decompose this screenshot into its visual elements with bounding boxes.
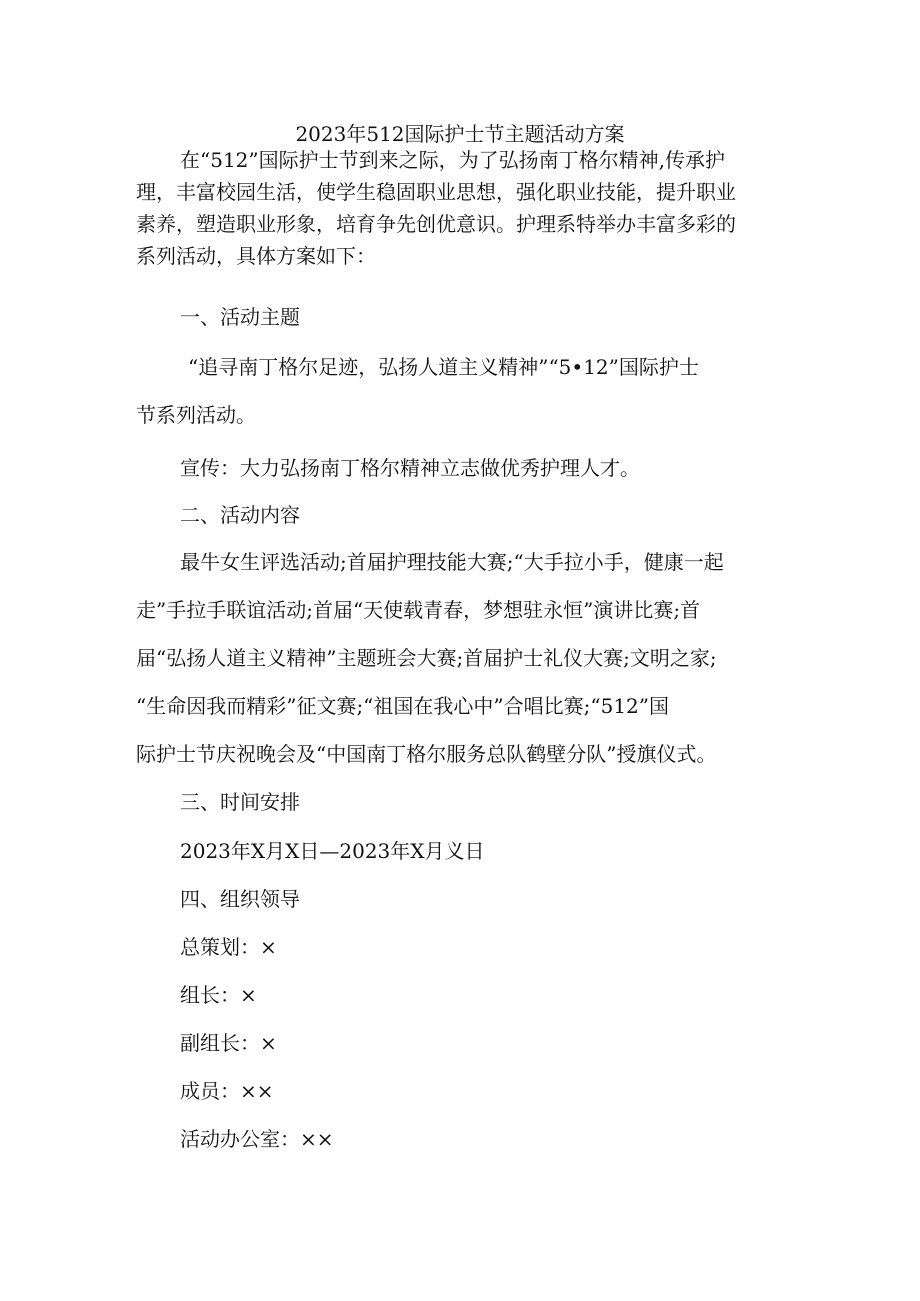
leader-item: 成员：×× <box>180 1079 274 1103</box>
intro-line: 在“512”国际护士节到来之际，为了弘扬南丁格尔精神,传承护 <box>180 148 725 172</box>
content-line: 届“弘扬人道主义精神”主题班会大赛;首届护士礼仪大赛;文明之家; <box>136 646 717 670</box>
leader-item: 组长：× <box>180 983 257 1007</box>
section-heading-theme: 一、活动主题 <box>180 305 300 329</box>
leader-item: 总策划：× <box>180 935 277 959</box>
schedule-text: 2023年X月X日—2023年X月义日 <box>180 839 485 863</box>
content-line: 走”手拉手联谊活动;首届“天使载青春，梦想驻永恒”演讲比赛;首 <box>136 598 701 622</box>
leader-item: 活动办公室：×× <box>180 1127 334 1151</box>
theme-line: 节系列活动。 <box>136 403 256 427</box>
content-line: 际护士节庆祝晚会及“中国南丁格尔服务总队鹤壁分队”授旗仪式。 <box>136 742 717 766</box>
theme-paragraph <box>136 343 796 439</box>
theme-line: “追寻南丁格尔足迹，弘扬人道主义精神”“5•12”国际护士 <box>188 355 699 379</box>
intro-line: 素养，塑造职业形象，培育争先创优意识。护理系特举办丰富多彩的 <box>136 212 736 236</box>
intro-line: 系列活动，具体方案如下： <box>136 244 376 268</box>
slogan-text: 宣传：大力弘扬南丁格尔精神立志做优秀护理人才。 <box>180 456 640 480</box>
content-line: 最牛女生评选活动;首届护理技能大赛;“大手拉小手，健康一起 <box>180 550 724 574</box>
content-paragraph <box>136 538 796 778</box>
section-heading-content: 二、活动内容 <box>180 503 300 527</box>
section-heading-leadership: 四、组织领导 <box>180 887 300 911</box>
content-line: “生命因我而精彩”征文赛;“祖国在我心中”合唱比赛;“512”国 <box>136 694 669 718</box>
section-heading-schedule: 三、时间安排 <box>180 790 300 814</box>
intro-line: 理，丰富校园生活，使学生稳固职业思想，强化职业技能，提升职业 <box>136 180 736 204</box>
intro-paragraph <box>136 144 796 272</box>
document-title: 2023年512国际护士节主题活动方案 <box>295 122 625 146</box>
leader-item: 副组长：× <box>180 1031 277 1055</box>
